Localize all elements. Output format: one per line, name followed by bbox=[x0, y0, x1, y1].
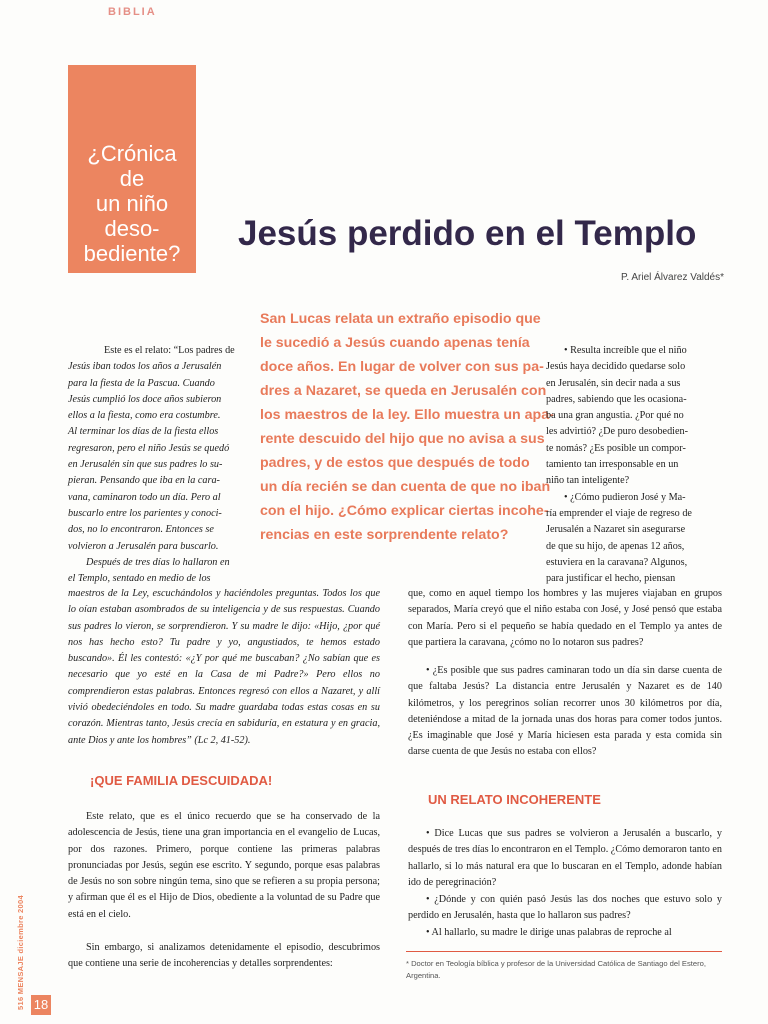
quote-line: Después de tres días lo hallaron en bbox=[86, 556, 230, 568]
bullet-line: niño tan inteligente? bbox=[546, 475, 630, 487]
gospel-quote-continued: maestros de la Ley, escuchándolos y haciéndoles preguntas. Todos los que lo oían estaban asombrados de su inteligencia y de sus respuestas. Cuando sus padres lo vieron, se sorprendieron. Y su madre le dijo: «Hijo, ¿por qué nos has hecho esto? Tu padre y yo, angustiados, te hemos estado buscando». Él les contestó: «¿Y por qué me buscaban? ¿No sabían que es necesario que yo esté en la Casa de mi Padre?» Pero ellos no comprendieron estas palabras. Entonces regresó con ellos a Nazaret, y allí vivió obedeciéndoles en todo. Su madre guardaba todas estas cosas en su corazón. Mientras tanto, Jesús crecía en sabiduría, en estatura y en gracia, ante Dios y ante los hombres” (Lc 2, 41-52). bbox=[68, 588, 380, 746]
bullet-line: tamiento tan irresponsable en un bbox=[546, 459, 679, 471]
quote-line: regresaron, pero el niño Jesús se quedó bbox=[68, 442, 230, 454]
footnote-divider bbox=[406, 951, 722, 952]
lead-line: los maestros de la ley. Ello muestra un apa- bbox=[260, 407, 554, 423]
bullet-line: Jesús haya decidido quedarse solo bbox=[546, 361, 686, 373]
lead-line: le sucedió a Jesús cuando apenas tenía bbox=[260, 335, 530, 351]
body-paragraph: • ¿Es posible que sus padres caminaran todo un día sin darse cuenta de que faltaba Jesús? La distancia entre Jerusalén y Nazaret es de 140 kilómetros, y los peregrinos solían recorrer unos 30 kilómetros por día, deteniéndose a mitad de la jornada unas dos horas para comer todos juntos. ¿Es imaginable que José y María hiciesen esta parada y esta comida sin darse cuenta de que Jesús no estaba con ellos? bbox=[408, 665, 722, 758]
bullet-line: ría emprender el viaje de regreso de bbox=[546, 507, 692, 519]
body-paragraph: • Dice Lucas que sus padres se volvieron a Jerusalén a buscarlo, y después de tres días lo encontraron en el Templo. ¿Cómo demoraron tanto en hallarlo, si lo más natural era que lo buscaran en el Templo, adonde habían ido de peregrinación? bbox=[408, 828, 722, 888]
magazine-issue-tag: 516 MENSAJE diciembre 2004 bbox=[16, 895, 25, 1010]
lead-line: rencias en este sorprendente relato? bbox=[260, 527, 509, 543]
lead-line: rente descuido del hijo que no avisa a sus bbox=[260, 431, 545, 447]
bullet-list-start bbox=[546, 343, 724, 587]
bullet-line: para justificar el hecho, piensan bbox=[546, 573, 676, 585]
lead-line: San Lucas relata un extraño episodio que bbox=[260, 311, 541, 327]
quote-line: dos, no lo encontraron. Entonces se bbox=[68, 524, 214, 536]
quote-line: en Jerusalén sin que sus padres lo su- bbox=[68, 459, 223, 471]
page-number: 18 bbox=[31, 995, 51, 1015]
body-paragraph: • ¿Dónde y con quién pasó Jesús las dos noches que estuvo solo y perdido en Jerusalén, hasta que lo hallaron sus padres? bbox=[408, 894, 722, 922]
lead-line: un día recién se dan cuenta de que no iban bbox=[260, 479, 551, 495]
badge-line: ¿Crónica de bbox=[87, 141, 177, 191]
lead-line: con el hijo. ¿Cómo explicar ciertas incohe- bbox=[260, 503, 549, 519]
quote-line: Este es el relato: “Los padres de bbox=[104, 345, 235, 356]
bullet-line: de que su hijo, de apenas 12 años, bbox=[546, 540, 685, 552]
bullet-line: Jerusalén a Nazaret sin asegurarse bbox=[546, 524, 686, 536]
quote-line: para la fiesta de la Pascua. Cuando bbox=[68, 377, 215, 389]
section-heading: ¡QUE FAMILIA DESCUIDADA! bbox=[90, 773, 273, 788]
badge-line: un niño bbox=[95, 191, 169, 216]
lead-line: doce años. En lugar de volver con sus pa- bbox=[260, 359, 544, 375]
lead-paragraph bbox=[260, 307, 554, 547]
bullet-line: en Jerusalén, sin decir nada a sus bbox=[546, 377, 681, 389]
article-title: Jesús perdido en el Templo bbox=[238, 214, 697, 253]
quote-line: pieran. Pensando que iba en la cara- bbox=[68, 475, 220, 487]
quote-line: Al terminar los días de la fiesta ellos bbox=[68, 426, 219, 438]
bullet-line: padres, sabiendo que les ocasiona- bbox=[546, 393, 687, 405]
body-paragraph: Este relato, que es el único recuerdo que se ha conservado de la adolescencia de Jesús, tiene una gran importancia en el evangelio de Lucas, por dos razones. Primero, porque contiene las primeras palabras pronunciadas por Jesús, según ese escrito. Y segundo, porque esas palabras de Jesús no son sobre ningún tema, sino que se refieren a su propia persona; y afirman que él es el Hijo de Dios, obediente a la voluntad de su Padre que está en el cielo. bbox=[68, 811, 380, 920]
bullet-line: ba una gran angustia. ¿Por qué no bbox=[546, 410, 684, 422]
bullet-line: les advirtió? ¿De puro desobedien- bbox=[546, 426, 689, 438]
body-paragraph: Sin embargo, si analizamos detenidamente el episodio, descubrimos que contiene una serie de incoherencias y detalles sorprendentes: bbox=[68, 942, 380, 970]
body-paragraph: • Al hallarlo, su madre le dirige unas palabras de reproche al bbox=[426, 927, 672, 938]
bullet-line: • Resulta increíble que el niño bbox=[564, 345, 687, 356]
badge-line: deso- bbox=[104, 216, 160, 241]
bullet-line: estuviera en la caravana? Algunos, bbox=[546, 556, 688, 568]
footnote: * Doctor en Teología bíblica y profesor de la Universidad Católica de Santiago del Estero, Argentina. bbox=[406, 959, 706, 980]
section-label: BIBLIA bbox=[108, 6, 157, 18]
quote-line: Jesús iban todos los años a Jerusalén bbox=[68, 361, 222, 373]
article-author: P. Ariel Álvarez Valdés* bbox=[620, 272, 724, 283]
body-paragraph: que, como en aquel tiempo los hombres y las mujeres viajaban en grupos separados, María creyó que el niño estaba con José, y José pensó que estaba con María. Pero si el pequeño se había quedado en el Templo ya antes de que partiera la caravana, ¿cómo no lo notaron sus padres? bbox=[408, 588, 722, 648]
quote-line: volvieron a Jerusalén para buscarlo. bbox=[68, 540, 219, 552]
lead-line: dres a Nazaret, se queda en Jerusalén con bbox=[260, 383, 547, 399]
quote-line: Jesús cumplió los doce años subieron bbox=[68, 393, 222, 405]
badge-line: bediente? bbox=[83, 241, 181, 266]
quote-line: el Templo, sentado en medio de los bbox=[68, 573, 211, 585]
gospel-quote bbox=[68, 343, 246, 587]
section-heading: UN RELATO INCOHERENTE bbox=[428, 792, 601, 807]
bullet-line: te nomás? ¿Es posible un compor- bbox=[546, 442, 686, 454]
subtitle-badge bbox=[68, 65, 196, 273]
quote-line: vana, caminaron todo un día. Pero al bbox=[68, 491, 221, 503]
quote-line: buscarlo entre los parientes y conoci- bbox=[68, 507, 222, 519]
lead-line: padres, y de estos que después de todo bbox=[260, 455, 530, 471]
quote-line: ellos a la fiesta, como era costumbre. bbox=[68, 410, 221, 422]
bullet-line: • ¿Cómo pudieron José y Ma- bbox=[564, 491, 686, 503]
